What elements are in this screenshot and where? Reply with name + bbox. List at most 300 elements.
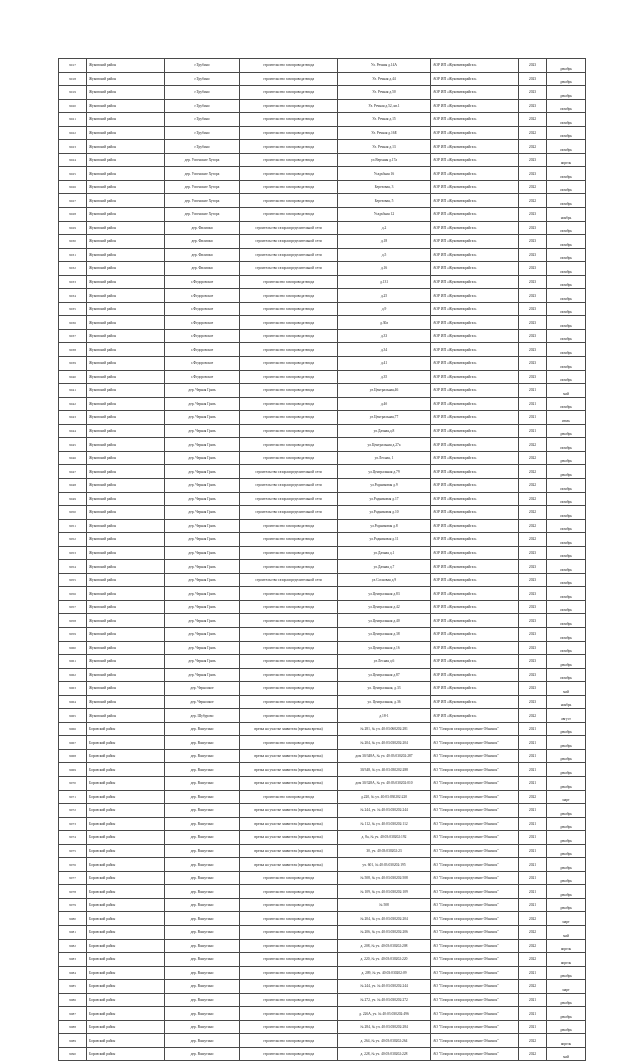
table-row — [59, 411, 586, 425]
work-type-cell: строительство газопровода-ввода — [240, 993, 338, 1007]
month-cell: декабрь — [547, 722, 586, 736]
work-type-cell: строительство газопровода-ввода — [240, 329, 338, 343]
table-row — [59, 1020, 586, 1034]
year-cell: 2022 — [519, 180, 547, 194]
table-row — [59, 655, 586, 669]
row-number-cell: 9081 — [59, 926, 87, 940]
district-cell: Жуковский район — [87, 560, 165, 574]
district-cell: Жуковский район — [87, 275, 165, 289]
address-cell: № 204, № уч. 40:03:030202:204 — [338, 736, 431, 750]
work-type-cell: строительство газопровода-ввода — [240, 370, 338, 384]
work-type-cell: строительство газопровода-ввода — [240, 208, 338, 222]
row-number-cell: 9078 — [59, 885, 87, 899]
organization-cell: АО "Газпром газораспределение Обнинск" — [431, 980, 519, 994]
table-row — [59, 478, 586, 492]
locality-cell: дер. Вашутино — [165, 939, 240, 953]
year-cell: 2022 — [519, 533, 547, 547]
work-type-cell: строительство газопровода-ввода — [240, 59, 338, 73]
year-cell: 2022 — [519, 194, 547, 208]
year-cell: 2022 — [519, 451, 547, 465]
address-cell: ул.Центральная,46 — [338, 384, 431, 398]
organization-cell: АОР ИП «Жуковмежрайгаз» — [431, 384, 519, 398]
month-cell: декабрь — [547, 831, 586, 845]
address-cell: д. 209, № уч. 40:03:030202:09 — [338, 966, 431, 980]
address-cell: д.34 — [338, 343, 431, 357]
district-cell: Жуковский район — [87, 655, 165, 669]
organization-cell: АОР ИП «Жуковмежрайгаз» — [431, 709, 519, 723]
district-cell: Жуковский район — [87, 72, 165, 86]
district-cell: Боровский район — [87, 926, 165, 940]
organization-cell: АОР ИП «Жуковмежрайгаз» — [431, 682, 519, 696]
year-cell: 2023 — [519, 614, 547, 628]
month-cell: октябрь — [547, 438, 586, 452]
district-cell: Жуковский район — [87, 248, 165, 262]
year-cell: 2023 — [519, 221, 547, 235]
month-cell: октябрь — [547, 533, 586, 547]
work-type-cell: врезка на участке заявителя (врезная врезка) — [240, 763, 338, 777]
locality-cell: дер. Вашутино — [165, 1020, 240, 1034]
work-type-cell: строительство газопровода-ввода — [240, 140, 338, 154]
address-cell: Березовая, 3 — [338, 180, 431, 194]
year-cell: 2022 — [519, 478, 547, 492]
month-cell: декабрь — [547, 655, 586, 669]
work-type-cell: строительство газопровода-ввода — [240, 533, 338, 547]
organization-cell: АОР ИП «Жуковмежрайгаз» — [431, 221, 519, 235]
district-cell: Боровский район — [87, 1034, 165, 1048]
work-type-cell: строительство газопровода-ввода — [240, 153, 338, 167]
month-cell: декабрь — [547, 885, 586, 899]
address-cell: № 508 — [338, 898, 431, 912]
month-cell: декабрь — [547, 451, 586, 465]
address-cell: д.18 — [338, 235, 431, 249]
work-type-cell: строительство газопровода-ввода — [240, 167, 338, 181]
organization-cell: АОР ИП «Жуковмежрайгаз» — [431, 208, 519, 222]
month-cell: ноябрь — [547, 695, 586, 709]
month-cell: октябрь — [547, 370, 586, 384]
month-cell: октябрь — [547, 329, 586, 343]
work-type-cell: врезка на участке заявителя (врезная врезка) — [240, 776, 338, 790]
table-row — [59, 316, 586, 330]
year-cell: 2021 — [519, 871, 547, 885]
locality-cell: дер. Филипки — [165, 262, 240, 276]
district-cell: Боровский район — [87, 1047, 165, 1061]
table-row — [59, 59, 586, 73]
locality-cell: дер. Вашутино — [165, 898, 240, 912]
month-cell: октябрь — [547, 478, 586, 492]
table-row — [59, 804, 586, 818]
year-cell: 2021 — [519, 776, 547, 790]
row-number-cell: 9043 — [59, 411, 87, 425]
year-cell: 2021 — [519, 831, 547, 845]
address-cell: 30, уч. 40:03:030202:23 — [338, 844, 431, 858]
table-row — [59, 831, 586, 845]
year-cell: 2021 — [519, 722, 547, 736]
organization-cell: АОР ИП «Жуковмежрайгаз» — [431, 72, 519, 86]
work-type-cell: строительство газораспределительной сети — [240, 235, 338, 249]
address-cell: ул.Центральная д.38 — [338, 627, 431, 641]
district-cell: Боровский район — [87, 966, 165, 980]
district-cell: Боровский район — [87, 790, 165, 804]
district-cell: Жуковский район — [87, 614, 165, 628]
work-type-cell: строительство газораспределительной сети — [240, 262, 338, 276]
work-type-cell: строительство газораспределительной сети — [240, 506, 338, 520]
year-cell: 2022 — [519, 140, 547, 154]
district-cell: Жуковский район — [87, 682, 165, 696]
row-number-cell: 9017 — [59, 59, 87, 73]
month-cell: октябрь — [547, 600, 586, 614]
row-number-cell: 9039 — [59, 357, 87, 371]
table-row — [59, 695, 586, 709]
row-number-cell: 9077 — [59, 871, 87, 885]
year-cell: 2021 — [519, 804, 547, 818]
table-row — [59, 221, 586, 235]
year-cell: 2021 — [519, 858, 547, 872]
row-number-cell: 9028 — [59, 208, 87, 222]
address-cell: Березовая, 5 — [338, 194, 431, 208]
month-cell: октябрь — [547, 180, 586, 194]
locality-cell: дер. Вашутино — [165, 804, 240, 818]
table-row — [59, 289, 586, 303]
organization-cell: АОР ИП «Жуковмежрайгаз» — [431, 248, 519, 262]
address-cell: № 244, уч. № 40:03:030202:244 — [338, 804, 431, 818]
table-row — [59, 587, 586, 601]
work-type-cell: строительство газопровода-ввода — [240, 980, 338, 994]
registry-table — [58, 58, 586, 1061]
organization-cell: АОР ИП «Жуковмежрайгаз» — [431, 329, 519, 343]
district-cell: Боровский район — [87, 993, 165, 1007]
work-type-cell: врезка на участке заявителя (врезная врезка) — [240, 749, 338, 763]
table-row — [59, 912, 586, 926]
work-type-cell: врезка на участке заявителя (врезная врезка) — [240, 844, 338, 858]
district-cell: Жуковский район — [87, 153, 165, 167]
work-type-cell: строительство газопровода-ввода — [240, 560, 338, 574]
table-row — [59, 763, 586, 777]
district-cell: Жуковский район — [87, 370, 165, 384]
month-cell: декабрь — [547, 858, 586, 872]
locality-cell: дер. Черная Грязь — [165, 533, 240, 547]
locality-cell: дер. Вашутино — [165, 844, 240, 858]
work-type-cell: строительство газопровода-ввода — [240, 627, 338, 641]
district-cell: Боровский район — [87, 885, 165, 899]
address-cell: № 281, № уч. 40:03:060202:281 — [338, 722, 431, 736]
address-cell: д.25 — [338, 289, 431, 303]
work-type-cell: строительство газопровода-ввода — [240, 736, 338, 750]
district-cell: Жуковский район — [87, 208, 165, 222]
address-cell: ул.Родниковая д.8 — [338, 519, 431, 533]
row-number-cell: 9026 — [59, 180, 87, 194]
organization-cell: АОР ИП «Жуковмежрайгаз» — [431, 153, 519, 167]
year-cell: 2023 — [519, 316, 547, 330]
address-cell: ул.Родниковая д.11 — [338, 533, 431, 547]
organization-cell: АОР ИП «Жуковмежрайгаз» — [431, 519, 519, 533]
row-number-cell: 9056 — [59, 587, 87, 601]
table-row — [59, 560, 586, 574]
row-number-cell: 9089 — [59, 1034, 87, 1048]
table-row — [59, 844, 586, 858]
district-cell: Жуковский район — [87, 113, 165, 127]
organization-cell: АОР ИП «Жуковмежрайгаз» — [431, 614, 519, 628]
locality-cell: дер. Вашутино — [165, 790, 240, 804]
year-cell: 2023 — [519, 655, 547, 669]
organization-cell: АО "Газпром газораспределение Обнинск" — [431, 1007, 519, 1021]
work-type-cell: строительство газопровода-ввода — [240, 384, 338, 398]
month-cell: октябрь — [547, 357, 586, 371]
organization-cell: АО "Газпром газораспределение Обнинск" — [431, 844, 519, 858]
month-cell: октябрь — [547, 113, 586, 127]
work-type-cell: строительство газопровода-ввода — [240, 926, 338, 940]
district-cell: Боровский район — [87, 939, 165, 953]
year-cell: 2022 — [519, 939, 547, 953]
table-row — [59, 885, 586, 899]
year-cell: 2023 — [519, 248, 547, 262]
month-cell: декабрь — [547, 736, 586, 750]
locality-cell: с.Федоровское — [165, 343, 240, 357]
work-type-cell: врезка на участке заявителя (врезная врезка) — [240, 831, 338, 845]
row-number-cell: 9080 — [59, 912, 87, 926]
address-cell: д.41 — [338, 357, 431, 371]
month-cell: декабрь — [547, 898, 586, 912]
row-number-cell: 9032 — [59, 262, 87, 276]
organization-cell: АОР ИП «Жуковмежрайгаз» — [431, 546, 519, 560]
row-number-cell: 9085 — [59, 980, 87, 994]
locality-cell: г.Трубино — [165, 126, 240, 140]
address-cell: ул.Лесная д.6 — [338, 655, 431, 669]
address-cell: дом 30/348А, № уч. 40:03:030202:287 — [338, 749, 431, 763]
row-number-cell: 9046 — [59, 451, 87, 465]
row-number-cell: 9067 — [59, 736, 87, 750]
year-cell: 2021 — [519, 844, 547, 858]
district-cell: Жуковский район — [87, 235, 165, 249]
table-row — [59, 993, 586, 1007]
work-type-cell: строительство газопровода-ввода — [240, 912, 338, 926]
work-type-cell: строительство газопровода-ввода — [240, 397, 338, 411]
row-number-cell: 9088 — [59, 1020, 87, 1034]
year-cell: 2021 — [519, 817, 547, 831]
row-number-cell: 9027 — [59, 194, 87, 208]
address-cell: Ул. Речная д.50 — [338, 86, 431, 100]
year-cell: 2021 — [519, 898, 547, 912]
organization-cell: АОР ИП «Жуковмежрайгаз» — [431, 316, 519, 330]
month-cell: декабрь — [547, 72, 586, 86]
table-row — [59, 1034, 586, 1048]
address-cell: ул.Родниковая д.9 — [338, 478, 431, 492]
organization-cell: АОР ИП «Жуковмежрайгаз» — [431, 86, 519, 100]
organization-cell: АОР ИП «Жуковмежрайгаз» — [431, 465, 519, 479]
work-type-cell: строительство газопровода-ввода — [240, 99, 338, 113]
row-number-cell: 9029 — [59, 221, 87, 235]
work-type-cell: врезка на участке заявителя (врезная врезка) — [240, 817, 338, 831]
row-number-cell: 9073 — [59, 817, 87, 831]
organization-cell: АОР ИП «Жуковмежрайгаз» — [431, 167, 519, 181]
year-cell: 2021 — [519, 397, 547, 411]
work-type-cell: строительство газораспределительной сети — [240, 573, 338, 587]
year-cell: 2023 — [519, 72, 547, 86]
organization-cell: АОР ИП «Жуковмежрайгаз» — [431, 424, 519, 438]
locality-cell: дер. Успенские Хутора — [165, 167, 240, 181]
month-cell: декабрь — [547, 424, 586, 438]
year-cell: 2023 — [519, 99, 547, 113]
organization-cell: АО "Газпром газораспределение Обнинск" — [431, 871, 519, 885]
locality-cell: дер. Черная Грязь — [165, 573, 240, 587]
month-cell: октябрь — [547, 492, 586, 506]
year-cell: 2023 — [519, 329, 547, 343]
month-cell: апрель — [547, 1034, 586, 1048]
address-cell: ул.Центральная д.16 — [338, 641, 431, 655]
district-cell: Боровский район — [87, 749, 165, 763]
district-cell: Боровский район — [87, 804, 165, 818]
year-cell: 2023 — [519, 235, 547, 249]
district-cell: Жуковский район — [87, 519, 165, 533]
organization-cell: АО "Газпром газораспределение Обнинск" — [431, 749, 519, 763]
row-number-cell: 9062 — [59, 668, 87, 682]
organization-cell: АОР ИП «Жуковмежрайгаз» — [431, 343, 519, 357]
locality-cell: дер. Вашутино — [165, 912, 240, 926]
month-cell: март — [547, 790, 586, 804]
month-cell: декабрь — [547, 966, 586, 980]
organization-cell: АОР ИП «Жуковмежрайгаз» — [431, 560, 519, 574]
district-cell: Жуковский район — [87, 533, 165, 547]
address-cell: № 109, № уч. 40:03:030202:109 — [338, 885, 431, 899]
month-cell: март — [547, 980, 586, 994]
row-number-cell: 9071 — [59, 790, 87, 804]
table-row — [59, 465, 586, 479]
table-row — [59, 343, 586, 357]
address-cell: ул.Дачная д.7 — [338, 560, 431, 574]
district-cell: Боровский район — [87, 722, 165, 736]
organization-cell: АО "Газпром газораспределение Обнинск" — [431, 790, 519, 804]
address-cell: № 244, уч. № 40:03:030202:244 — [338, 980, 431, 994]
organization-cell: АОР ИП «Жуковмежрайгаз» — [431, 451, 519, 465]
table-row — [59, 817, 586, 831]
locality-cell: дер. Черная Грязь — [165, 519, 240, 533]
district-cell: Жуковский район — [87, 695, 165, 709]
work-type-cell: строительство газопровода-ввода — [240, 316, 338, 330]
address-cell: д.9 — [338, 302, 431, 316]
table-row — [59, 533, 586, 547]
district-cell: Жуковский район — [87, 600, 165, 614]
month-cell: октябрь — [547, 587, 586, 601]
locality-cell: дер. Филипки — [165, 248, 240, 262]
work-type-cell: строительство газопровода-ввода — [240, 411, 338, 425]
year-cell: 2022 — [519, 438, 547, 452]
district-cell: Жуковский район — [87, 641, 165, 655]
year-cell: 2022 — [519, 709, 547, 723]
row-number-cell: 9058 — [59, 614, 87, 628]
row-number-cell: 9061 — [59, 655, 87, 669]
address-cell: ул.Центральная д.40 — [338, 614, 431, 628]
locality-cell: с.Федоровское — [165, 302, 240, 316]
table-row — [59, 492, 586, 506]
work-type-cell: строительство газопровода-ввода — [240, 519, 338, 533]
month-cell: декабрь — [547, 465, 586, 479]
year-cell: 2023 — [519, 573, 547, 587]
work-type-cell: строительство газопровода-ввода — [240, 655, 338, 669]
organization-cell: АОР ИП «Жуковмежрайгаз» — [431, 492, 519, 506]
address-cell: д.18-1 — [338, 709, 431, 723]
district-cell: Жуковский район — [87, 316, 165, 330]
locality-cell: с.Федоровское — [165, 316, 240, 330]
year-cell: 2023 — [519, 289, 547, 303]
row-number-cell: 9034 — [59, 289, 87, 303]
year-cell: 2021 — [519, 1020, 547, 1034]
row-number-cell: 9069 — [59, 763, 87, 777]
district-cell: Жуковский район — [87, 397, 165, 411]
locality-cell: г.Трубино — [165, 99, 240, 113]
year-cell: 2023 — [519, 262, 547, 276]
year-cell: 2023 — [519, 695, 547, 709]
year-cell: 2023 — [519, 153, 547, 167]
district-cell: Жуковский район — [87, 194, 165, 208]
row-number-cell: 9084 — [59, 966, 87, 980]
district-cell: Жуковский район — [87, 140, 165, 154]
organization-cell: АОР ИП «Жуковмежрайгаз» — [431, 275, 519, 289]
address-cell: д.5 — [338, 248, 431, 262]
district-cell: Жуковский район — [87, 465, 165, 479]
table-row — [59, 438, 586, 452]
year-cell: 2023 — [519, 302, 547, 316]
table-row — [59, 546, 586, 560]
year-cell: 2022 — [519, 519, 547, 533]
district-cell: Жуковский район — [87, 357, 165, 371]
table-row — [59, 99, 586, 113]
work-type-cell: строительство газораспределительной сети — [240, 465, 338, 479]
work-type-cell: строительство газопровода-ввода — [240, 668, 338, 682]
row-number-cell: 9059 — [59, 627, 87, 641]
locality-cell: дер. Успенские Хутора — [165, 153, 240, 167]
locality-cell: дер. Вашутино — [165, 817, 240, 831]
year-cell: 2021 — [519, 384, 547, 398]
row-number-cell: 9035 — [59, 302, 87, 316]
work-type-cell: строительство газораспределительной сети — [240, 492, 338, 506]
address-cell: Ул. Речная д.52, кв.1 — [338, 99, 431, 113]
year-cell: 2023 — [519, 167, 547, 181]
year-cell: 2023 — [519, 560, 547, 574]
month-cell: декабрь — [547, 817, 586, 831]
organization-cell: АО "Газпром газораспределение Обнинск" — [431, 1047, 519, 1061]
organization-cell: АОР ИП «Жуковмежрайгаз» — [431, 655, 519, 669]
locality-cell: дер. Черная Грязь — [165, 641, 240, 655]
organization-cell: АОР ИП «Жуковмежрайгаз» — [431, 695, 519, 709]
table-row — [59, 627, 586, 641]
organization-cell: АОР ИП «Жуковмежрайгаз» — [431, 99, 519, 113]
work-type-cell: строительство газораспределительной сети — [240, 478, 338, 492]
address-cell: д. 228, № уч. 40:03:030202:228 — [338, 1047, 431, 1061]
table-body — [59, 59, 586, 1061]
district-cell: Боровский район — [87, 776, 165, 790]
month-cell: май — [547, 1047, 586, 1061]
table-row — [59, 953, 586, 967]
locality-cell: дер. Филипки — [165, 221, 240, 235]
work-type-cell: строительство газопровода-ввода — [240, 1020, 338, 1034]
district-cell: Жуковский район — [87, 384, 165, 398]
work-type-cell: строительство газопровода-ввода — [240, 898, 338, 912]
address-cell: д.30а — [338, 316, 431, 330]
work-type-cell: врезка на участке заявителя (врезная врезка) — [240, 858, 338, 872]
year-cell: 2022 — [519, 790, 547, 804]
year-cell: 2021 — [519, 736, 547, 750]
row-number-cell: 9065 — [59, 709, 87, 723]
locality-cell: с.Федоровское — [165, 275, 240, 289]
district-cell: Боровский район — [87, 817, 165, 831]
month-cell: март — [547, 912, 586, 926]
table-row — [59, 275, 586, 289]
address-cell: д.16 — [338, 262, 431, 276]
work-type-cell: строительство газопровода-ввода — [240, 438, 338, 452]
year-cell: 2022 — [519, 912, 547, 926]
organization-cell: АО "Газпром газораспределение Обнинск" — [431, 1034, 519, 1048]
district-cell: Жуковский район — [87, 709, 165, 723]
district-cell: Жуковский район — [87, 262, 165, 276]
